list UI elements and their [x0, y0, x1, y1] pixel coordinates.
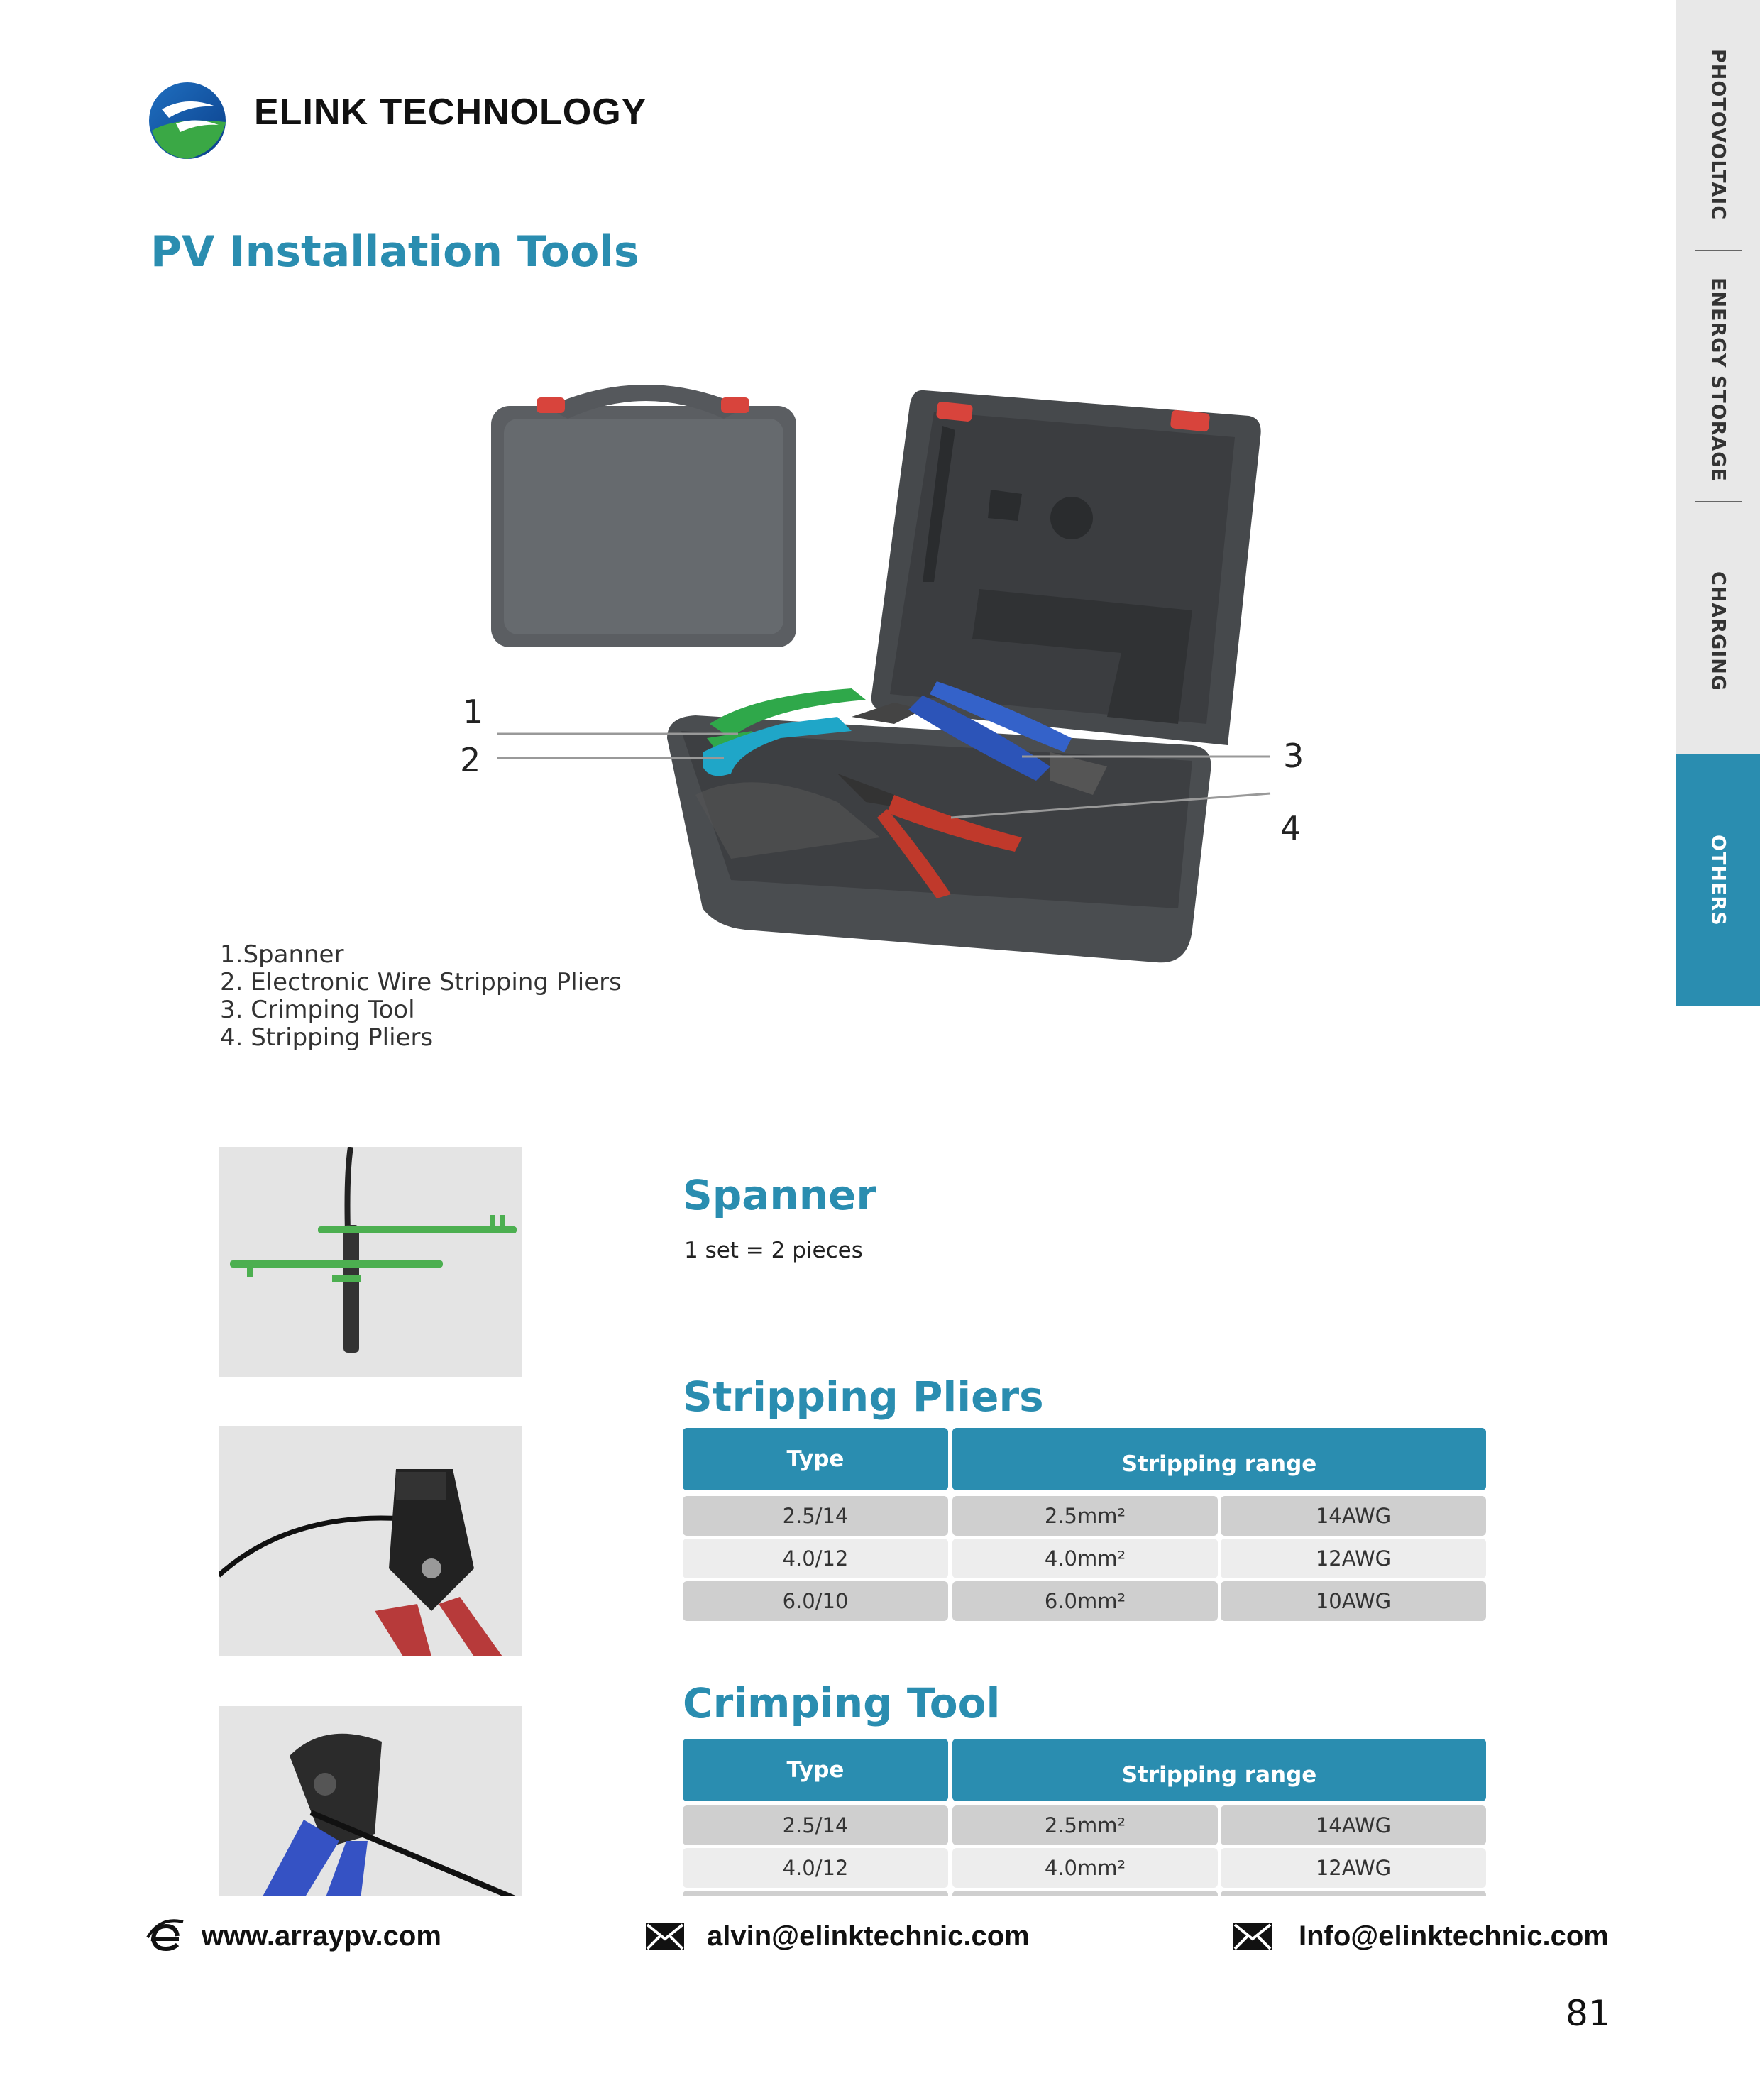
tab-label: ENERGY STORAGE: [1707, 277, 1729, 482]
footer-email-info[interactable]: Info@elinktechnic.com: [1299, 1920, 1609, 1952]
footer-email-alvin[interactable]: alvin@elinktechnic.com: [707, 1920, 1030, 1952]
brand-name: ELINK TECHNOLOGY: [254, 92, 647, 133]
mail-icon: [644, 1922, 686, 1952]
table-cell: 14AWG: [1221, 1496, 1486, 1536]
stripping-pliers-photo: [219, 1426, 522, 1656]
spanner-title: Spanner: [683, 1171, 876, 1219]
page-number: 81: [1566, 1993, 1611, 2034]
mail-icon: [1232, 1922, 1273, 1952]
table-cell: 12AWG: [1221, 1539, 1486, 1578]
callout-1: 1: [463, 693, 484, 731]
table-cell: 4.0/12: [683, 1539, 948, 1578]
table-header-type: Type: [683, 1739, 948, 1801]
tab-label: OTHERS: [1707, 834, 1729, 926]
table-cell: 2.5mm²: [952, 1805, 1218, 1845]
table-header-range: Stripping range: [952, 1428, 1486, 1490]
tool-legend: [220, 941, 622, 1052]
spanner-photo: [219, 1147, 522, 1377]
table-cell: 4.0mm²: [952, 1539, 1218, 1578]
tab-divider: [1695, 250, 1742, 251]
footer-website-link[interactable]: www.arraypv.com: [202, 1920, 441, 1952]
crimping-tool-title: Crimping Tool: [683, 1679, 1001, 1727]
table-cell: 14AWG: [1221, 1805, 1486, 1845]
table-cell: 2.5mm²: [952, 1496, 1218, 1536]
stripping-pliers-title: Stripping Pliers: [683, 1373, 1044, 1421]
table-cell: 6.0/10: [683, 1581, 948, 1621]
legend-item: 3. Crimping Tool: [220, 996, 415, 1024]
browser-icon: [146, 1916, 185, 1955]
category-sidebar: [1676, 0, 1760, 1006]
legend-item: 1.Spanner: [220, 940, 344, 969]
legend-item: 2. Electronic Wire Stripping Pliers: [220, 968, 622, 996]
callout-3: 3: [1283, 737, 1304, 775]
tab-charging[interactable]: [1676, 539, 1760, 724]
table-cell: 2.5/14: [683, 1496, 948, 1536]
legend-item: 4. Stripping Pliers: [220, 1023, 434, 1052]
tab-others[interactable]: [1676, 754, 1760, 1006]
table-header-range: Stripping range: [952, 1739, 1486, 1801]
table-cell: 10AWG: [1221, 1581, 1486, 1621]
table-cell: 6.0mm²: [952, 1581, 1218, 1621]
crimping-tool-photo: [219, 1706, 522, 1899]
tab-label: CHARGING: [1707, 571, 1729, 692]
callout-2: 2: [460, 741, 481, 779]
table-header-type: Type: [683, 1428, 948, 1490]
page-title: PV Installation Tools: [150, 227, 639, 277]
tab-divider: [1695, 501, 1742, 502]
table-cell: 12AWG: [1221, 1848, 1486, 1888]
tool-kit-case-image: [397, 369, 1320, 979]
tab-label: PHOTOVOLTAIC: [1707, 49, 1729, 221]
spanner-description: 1 set = 2 pieces: [684, 1238, 863, 1263]
tab-photovoltaic[interactable]: [1676, 28, 1760, 241]
table-cell: 4.0mm²: [952, 1848, 1218, 1888]
elink-logo-icon: [148, 81, 227, 160]
table-cell: 4.0/12: [683, 1848, 948, 1888]
tab-energy-storage[interactable]: [1676, 263, 1760, 497]
table-cell: 2.5/14: [683, 1805, 948, 1845]
callout-4: 4: [1280, 809, 1302, 847]
